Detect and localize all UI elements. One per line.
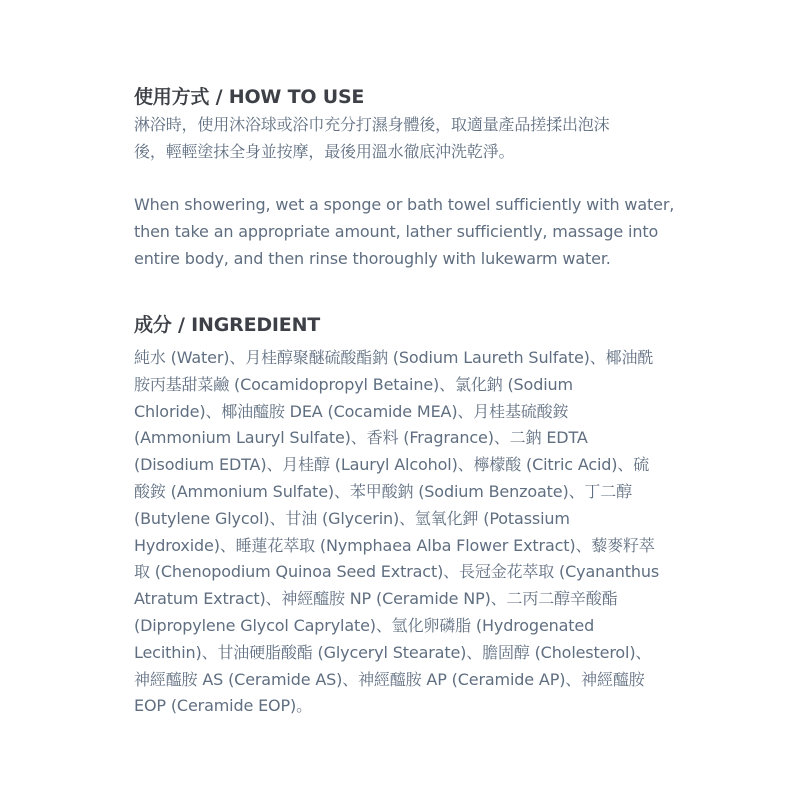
ingredient-line: (Dipropylene Glycol Caprylate)、氫化卵磷脂 (Hydrogenated [134, 615, 595, 635]
ingredient-heading: 成分 / INGREDIENT [134, 314, 321, 336]
ingredient-line: (Disodium EDTA)、月桂醇 (Lauryl Alcohol)、檸檬酸 (Citric Acid)、硫 [134, 455, 650, 475]
ingredient-line: (Butylene Glycol)、甘油 (Glycerin)、氫氧化鉀 (Potassium [134, 508, 570, 528]
how-to-use-english-line: then take an appropriate amount, lather sufficiently, massage into [134, 221, 659, 241]
ingredient-line: 取 (Chenopodium Quinoa Seed Extract)、長冠金花萃取 (Cyananthus [134, 562, 660, 582]
ingredient-line: EOP (Ceramide EOP)。 [134, 696, 312, 716]
how-to-use-heading: 使用方式 / HOW TO USE [134, 86, 365, 108]
ingredient-list [134, 345, 659, 720]
how-to-use-english-line: When showering, wet a sponge or bath towel sufficiently with water, [134, 195, 675, 214]
how-to-use-english-line: entire body, and then rinse thoroughly with lukewarm water. [134, 248, 611, 268]
ingredient-line: Lecithin)、甘油硬脂酸酯 (Glyceryl Stearate)、膽固醇 (Cholesterol)、 [134, 642, 652, 662]
ingredient-line: Atratum Extract)、神經醯胺 NP (Ceramide NP)、二丙二醇辛酸酯 [134, 589, 618, 609]
ingredient-line: Hydroxide)、睡蓮花萃取 (Nymphaea Alba Flower Extract)、藜麥籽萃 [134, 535, 655, 555]
ingredient-line: (Ammonium Lauryl Sulfate)、香料 (Fragrance)、二鈉 EDTA [134, 428, 588, 448]
how-to-use-chinese-line: 後，輕輕塗抹全身並按摩，最後用溫水徹底沖洗乾淨。 [134, 141, 515, 161]
ingredient-line: 酸銨 (Ammonium Sulfate)、苯甲酸鈉 (Sodium Benzoate)、丁二醇 [134, 481, 632, 501]
how-to-use-chinese-line: 淋浴時，使用沐浴球或浴巾充分打濕身體後，取適量產品搓揉出泡沫 [134, 115, 610, 134]
ingredient-line: 神經醯胺 AS (Ceramide AS)、神經醯胺 AP (Ceramide AP)、神經醯胺 [134, 669, 645, 689]
ingredient-line: 胺丙基甜菜鹼 (Cocamidopropyl Betaine)、氯化鈉 (Sodium [134, 374, 573, 394]
how-to-use-chinese-text [134, 112, 610, 166]
ingredient-line: Chloride)、椰油醯胺 DEA (Cocamide MEA)、月桂基硫酸銨 [134, 401, 569, 421]
how-to-use-english-text [134, 192, 674, 272]
ingredient-line: 純水 (Water)、月桂醇聚醚硫酸酯鈉 (Sodium Laureth Sulfate)、椰油酰 [134, 348, 654, 367]
